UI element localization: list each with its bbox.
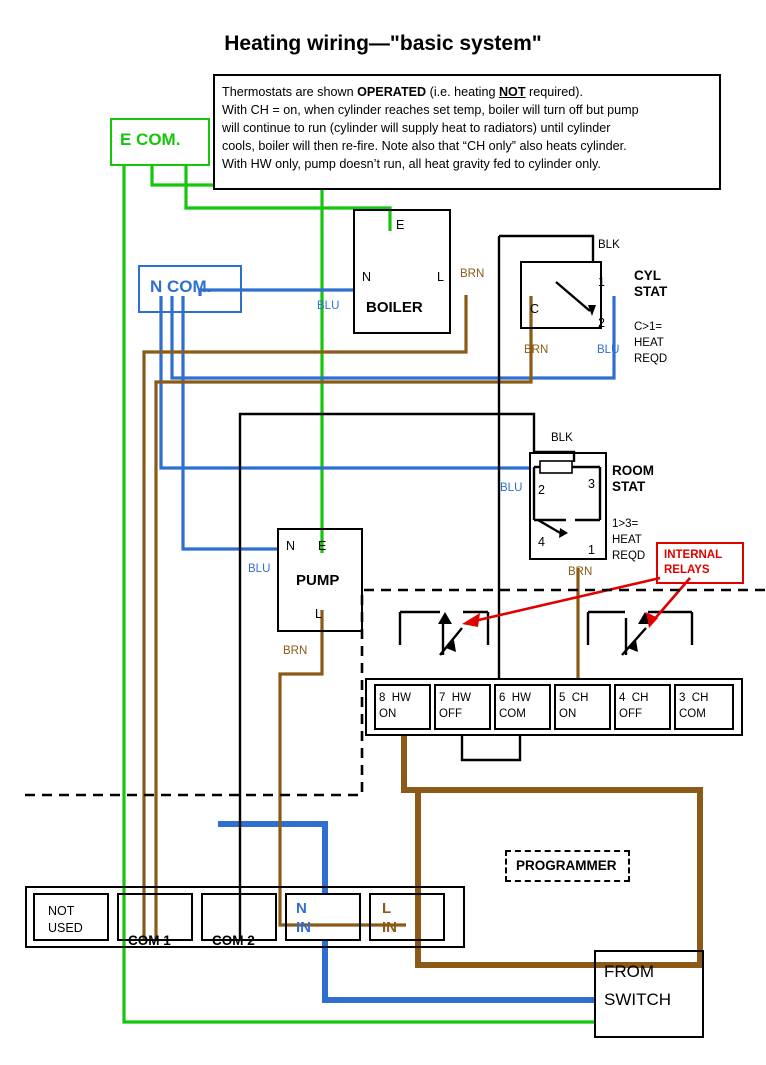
note-line1-e: required). — [525, 85, 583, 99]
cyl-stat-logic-line1: C>1= — [634, 321, 663, 333]
note-line3: will continue to run (cylinder will supply heat to radiators) until cylinder — [222, 120, 611, 135]
boiler-blu-label: BLU — [317, 300, 340, 312]
relay-pointer-right-head — [646, 612, 658, 628]
relay-pointer-right — [652, 578, 690, 622]
cyl-stat-label-line2: STAT — [634, 284, 668, 299]
terminal-3-line2: COM — [679, 708, 706, 720]
bottom-terminal-l-in-line2: IN — [382, 919, 397, 936]
terminal-6-line2: COM — [499, 708, 526, 720]
bottom-terminal-l-in-line1: L — [382, 900, 392, 917]
cyl-stat-brn-label: BRN — [524, 344, 549, 356]
black-wire-com2 — [240, 414, 534, 940]
internal-relays-line1: INTERNAL — [664, 549, 723, 561]
note-not: NOT — [498, 85, 526, 99]
pump-terminal-n: N — [286, 539, 296, 553]
note-line1-a: Thermostats are shown — [222, 85, 358, 99]
from-switch-line1: FROM — [604, 962, 655, 981]
bottom-terminal-not-used-line1: NOT — [48, 904, 75, 918]
neutral-wire-pump — [183, 296, 279, 549]
pump-brn-label: BRN — [283, 645, 308, 657]
bottom-terminal-l-in[interactable] — [369, 893, 445, 941]
terminal-4[interactable] — [614, 684, 671, 730]
note-text — [222, 84, 716, 173]
terminal-8-line2: ON — [379, 708, 397, 720]
terminal-7[interactable] — [434, 684, 491, 730]
boiler-terminal-l: L — [437, 270, 444, 284]
internal-relay-arrowheads — [462, 612, 658, 628]
note-line5: With HW only, pump doesn’t run, all heat gravity fed to cylinder only. — [222, 156, 601, 171]
cyl-stat-terminal-1: 1 — [598, 275, 605, 289]
room-stat-brn-label: BRN — [568, 566, 593, 578]
e-com-label: E COM. — [120, 130, 181, 149]
relay-pointer-left-head — [462, 613, 480, 627]
note-line4: cools, boiler will then re-fire. Note also that “CH only” also heats cylinder. — [222, 138, 627, 153]
programmer-label: PROGRAMMER — [516, 858, 617, 873]
cyl-stat-box — [520, 261, 602, 329]
terminal-7-line2: OFF — [439, 708, 462, 720]
bottom-terminal-not-used-line2: USED — [48, 921, 83, 935]
boiler-terminal-e: E — [396, 218, 405, 232]
terminal-4-line2: OFF — [619, 708, 642, 720]
note-line1-c: (i.e. heating — [426, 85, 499, 99]
earth-wire-pump — [152, 166, 322, 553]
terminal-3[interactable] — [674, 684, 734, 730]
terminal-8-line1: 8 HW — [379, 692, 411, 704]
pump-blu-label: BLU — [248, 563, 271, 575]
black-jumper-7-6 — [462, 735, 520, 760]
terminal-6[interactable] — [494, 684, 551, 730]
boiler-terminal-n: N — [362, 270, 372, 284]
room-stat-terminal-1: 1 — [588, 543, 595, 557]
n-com-label: N COM. — [150, 277, 212, 296]
pump-label: PUMP — [296, 572, 340, 589]
internal-relays-line2: RELAYS — [664, 564, 710, 576]
room-stat-logic-line2: HEAT — [612, 534, 642, 546]
boiler-brn-label: BRN — [460, 268, 485, 280]
room-stat-logic-line3: REQD — [612, 550, 646, 562]
cyl-stat-terminal-c: C — [530, 302, 540, 316]
room-stat-label-line2: STAT — [612, 479, 646, 494]
pump-terminal-l: L — [315, 607, 322, 621]
terminal-5[interactable] — [554, 684, 611, 730]
page-title: Heating wiring—"basic system" — [224, 32, 542, 55]
room-stat-blu-label: BLU — [500, 482, 523, 494]
cyl-stat-label-line1: CYL — [634, 268, 661, 283]
bottom-terminal-n-in-line2: IN — [296, 919, 311, 936]
terminal-6-line1: 6 HW — [499, 692, 531, 704]
bottom-terminal-n-in-line1: N — [296, 900, 307, 917]
terminal-3-line1: 3 CH — [679, 692, 709, 704]
terminal-8[interactable] — [374, 684, 431, 730]
room-stat-logic-line1: 1>3= — [612, 518, 639, 530]
cyl-stat-terminal-2: 2 — [598, 316, 605, 330]
room-stat-label-line1: ROOM — [612, 463, 654, 478]
terminal-7-line1: 7 HW — [439, 692, 471, 704]
from-switch-line2: SWITCH — [604, 990, 672, 1009]
note-line2: With CH = on, when cylinder reaches set temp, boiler will turn off but pump — [222, 102, 639, 117]
pump-terminal-e: E — [318, 539, 327, 553]
terminal-4-line1: 4 CH — [619, 692, 649, 704]
neutral-wire-from-switch — [325, 940, 596, 1000]
cyl-stat-blu-label: BLU — [597, 344, 620, 356]
bottom-terminal-com1-label: COM 1 — [128, 933, 171, 948]
neutral-bus-left — [218, 824, 325, 893]
terminal-5-line2: ON — [559, 708, 577, 720]
black-wire-cylstat-top — [499, 236, 593, 262]
room-stat-blk-label: BLK — [551, 432, 573, 444]
room-stat-terminal-4: 4 — [538, 535, 545, 549]
room-stat-terminal-3: 3 — [588, 477, 595, 491]
note-operated: OPERATED — [357, 85, 427, 99]
bottom-terminal-com2-label: COM 2 — [212, 933, 255, 948]
boiler-label: BOILER — [366, 299, 423, 316]
cyl-stat-blk-label: BLK — [598, 239, 620, 251]
terminal-5-line1: 5 CH — [559, 692, 589, 704]
relay-left-down-arrow — [438, 612, 452, 624]
internal-relay-pointers — [470, 578, 690, 622]
cyl-stat-logic-line3: REQD — [634, 353, 668, 365]
room-stat-terminal-2: 2 — [538, 483, 545, 497]
cyl-stat-logic-line2: HEAT — [634, 337, 664, 349]
